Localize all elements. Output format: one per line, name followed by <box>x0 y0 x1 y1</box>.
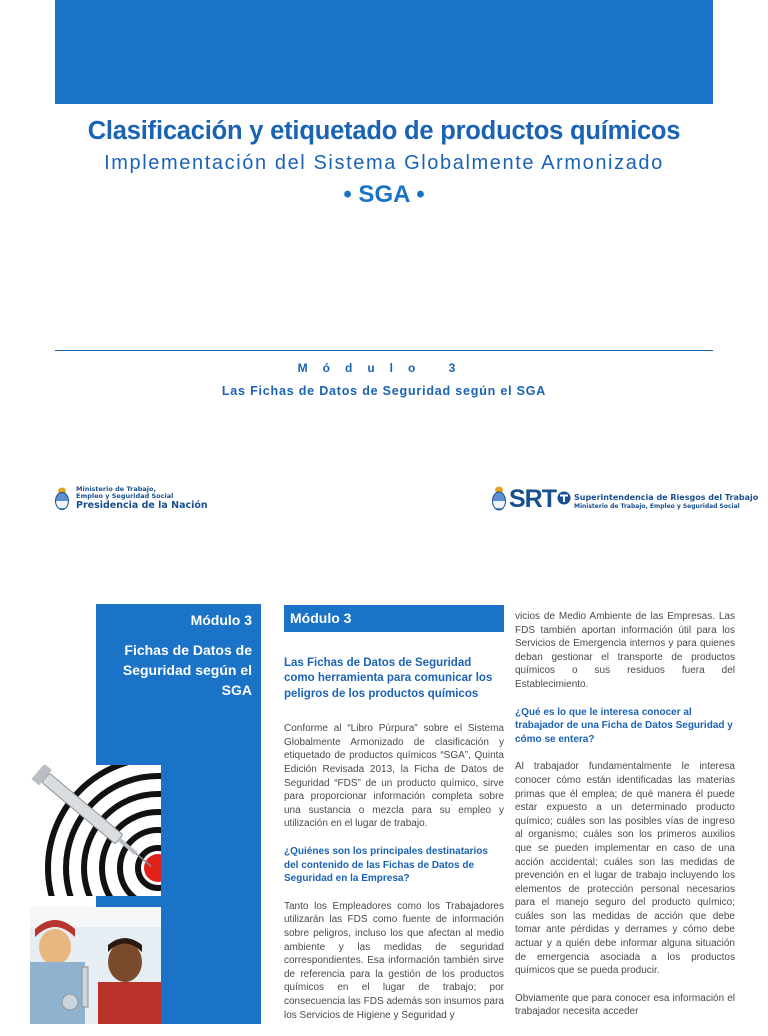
srt-line-1: Superintendencia de Riesgos del Trabajo <box>574 493 759 502</box>
document-title: Clasificación y etiquetado de productos químicos <box>87 117 681 145</box>
target-icon <box>30 765 161 896</box>
coat-of-arms-icon <box>54 487 70 511</box>
module-label: Módulo 3 <box>297 361 471 375</box>
document-subtitle: Implementación del Sistema Globalmente Armonizado <box>104 152 664 174</box>
sidebar-module: Módulo 3 <box>190 612 252 628</box>
paragraph: Tanto los Empleadores como los Trabajadores utilizarán las FDS como fuente de información sobre peligros, incluso los que afectan al medio ambiente y las medidas de seguridad correspondientes. Esa información también sirve de referencia para la gestión de los productos químicos en el lugar de trabajo; por consecuencia las FDS además son insumos para los Servicios de Higiene y Seguridad y <box>284 900 504 1021</box>
workers-photo-icon <box>30 907 161 1024</box>
paragraph: Obviamente que para conocer esa información el trabajador necesita acceder <box>515 992 735 1018</box>
section-heading: Las Fichas de Datos de Seguridad como herramienta para comunicar los peligros de los productos químicos <box>284 657 493 700</box>
ministry-line-1: Ministerio de Trabajo, <box>76 485 156 493</box>
text-column-2 <box>515 610 735 1033</box>
srt-wordmark: SRT <box>509 485 556 513</box>
module-subtitle: Las Fichas de Datos de Seguridad según el SGA <box>221 384 547 398</box>
column-header-label: Módulo 3 <box>290 610 352 626</box>
medical-workers-image <box>30 907 161 1024</box>
sga-acronym: • SGA • <box>343 181 425 208</box>
target-syringe-image <box>30 765 161 896</box>
question-heading: ¿Quiénes son los principales destinatarios del contenido de las Fichas de Datos de Seguridad en la Empresa? <box>284 845 488 885</box>
text-column-1 <box>284 656 504 1036</box>
coat-of-arms-icon <box>491 486 507 512</box>
divider <box>55 350 713 351</box>
ministry-line-2: Empleo y Seguridad Social <box>76 492 174 500</box>
question-heading: ¿Qué es lo que le interesa conocer al trabajador de una Ficha de Datos Seguridad y cómo se entera? <box>515 706 733 745</box>
sidebar-title: Fichas de Datos de Seguridad según el SGA <box>122 642 252 698</box>
column-header <box>284 605 504 632</box>
paragraph: Al trabajador fundamentalmente le interesa conocer cómo están identificadas las materias primas que él emplea; de qué manera él puede estar expuesto a un determinado producto químico; cuáles son las posibles vías de ingreso al organismo; cuáles son los primeros auxilios que se pueden implementar en caso de una acción accidental; cuáles son las medidas de prevención en el lugar de trabajo incluyendo los elementos de protección personal necesarios para el manejo seguro del producto químico; cuáles son las medidas de acción que debe tomar ante pérdidas y derrames y cómo debe actuar y a quién debe informar alguna situación de emergencia asociada a los productos químicos que se pueda producir. <box>515 761 735 977</box>
header-banner <box>55 0 713 104</box>
srt-t-icon <box>557 491 571 505</box>
ministry-line-3: Presidencia de la Nación <box>76 500 208 511</box>
paragraph: vicios de Medio Ambiente de las Empresas. Las FDS también aportan información útil para los Servicios de Emergencia internos y para quienes deban gestionar el transporte de productos químicos o sus residuos fuera del Establecimiento. <box>515 611 735 690</box>
srt-logo <box>491 485 759 514</box>
paragraph: Conforme al “Libro Púrpura” sobre el Sistema Globalmente Armonizado de clasificación y etiquetado de productos químicos “SGA”, Quinta Edición Revisada 2013, la Ficha de Datos de Seguridad “FDS” de un producto químico, sirve para proporcionar información completa sobre una sustancia o mezcla para su empleo y utilización en el lugar de trabajo. <box>284 723 504 830</box>
srt-line-2: Ministerio de Trabajo, Empleo y Seguridad Social <box>574 503 740 510</box>
